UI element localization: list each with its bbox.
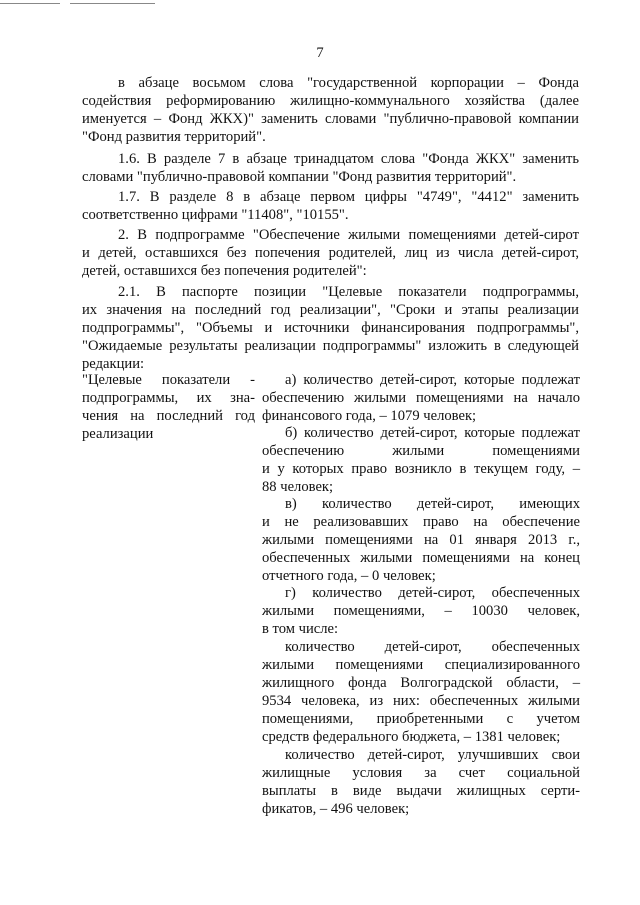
indicator-line: обеспечению жилыми помещениями на начало — [262, 390, 580, 406]
page-number: 7 — [316, 45, 324, 61]
indicator-line: фикатов, – 496 человек; — [262, 801, 410, 817]
body-line: в абзаце восьмом слова "государственной корпорации – Фонда — [118, 75, 579, 91]
indicator-line: жилыми помещениями на 01 января 2013 г., — [262, 532, 580, 548]
body-line: именуется – Фонд ЖКХ)" заменить словами "публично-правовой компании — [82, 111, 579, 127]
scan-edge-line — [0, 3, 60, 4]
indicator-line: средств федерального бюджета, – 1381 человек; — [262, 729, 561, 745]
indicator-line: 9534 человека, из них: обеспеченных жилыми — [262, 693, 580, 709]
position-title-line: "Целевые показатели - — [82, 372, 255, 388]
body-line: и детей, оставшихся без попечения родителей, лиц из числа детей-сирот, — [82, 245, 579, 261]
indicator-line: 88 человек; — [262, 479, 334, 495]
indicator-line: и не реализовавших право на обеспечение — [262, 514, 580, 530]
indicator-line: б) количество детей-сирот, которые подлежат — [285, 425, 580, 441]
scan-edge-line — [70, 3, 155, 4]
body-line: 2.1. В паспорте позиции "Целевые показатели подпрограммы, — [118, 284, 579, 300]
indicator-line: и у которых право возникло в текущем году, – — [262, 461, 580, 477]
body-line: соответственно цифрами "11408", "10155". — [82, 207, 349, 223]
indicator-line: количество детей-сирот, обеспеченных — [285, 639, 580, 655]
indicator-line: жилищного фонда Волгоградской области, – — [262, 675, 580, 691]
body-line: их значения на последний год реализации", "Сроки и этапы реализации — [82, 302, 579, 318]
indicator-line: финансового года, – 1079 человек; — [262, 408, 477, 424]
body-line: "Ожидаемые результаты реализации подпрограммы" изложить в следующей — [82, 338, 579, 354]
indicator-line: жилыми помещениями, – 10030 человек, — [262, 603, 580, 619]
body-line: подпрограммы", "Объемы и источники финансирования подпрограммы", — [82, 320, 579, 336]
indicator-line: количество детей-сирот, улучшивших свои — [285, 747, 580, 763]
indicator-line: помещениями, приобретенными с учетом — [262, 711, 580, 727]
indicator-line: жилыми помещениями специализированного — [262, 657, 580, 673]
indicator-line: выплаты в виде выдачи жилищных серти- — [262, 783, 580, 799]
body-line: 2. В подпрограмме "Обеспечение жилыми помещениями детей-сирот — [118, 227, 579, 243]
position-title-line: чения на последний год — [82, 408, 255, 424]
indicator-line: в) количество детей-сирот, имеющих — [285, 496, 580, 512]
indicator-line: обеспеченных жилыми помещениями на конец — [262, 550, 580, 566]
indicator-line: а) количество детей-сирот, которые подлежат — [285, 372, 580, 388]
body-line: редакции: — [82, 356, 145, 372]
body-line: детей, оставшихся без попечения родителей": — [82, 263, 367, 279]
position-title-line: подпрограммы, их зна- — [82, 390, 255, 406]
body-line: словами "публично-правовой компании "Фонд развития территорий". — [82, 169, 517, 185]
body-line: содействия реформированию жилищно-коммунального хозяйства (далее — [82, 93, 579, 109]
indicator-line: отчетного года, – 0 человек; — [262, 568, 436, 584]
indicator-line: обеспечению жилыми помещениями — [262, 443, 580, 459]
body-line: "Фонд развития территорий". — [82, 129, 266, 145]
body-line: 1.6. В разделе 7 в абзаце тринадцатом слова "Фонда ЖКХ" заменить — [118, 151, 579, 167]
body-line: 1.7. В разделе 8 в абзаце первом цифры "4749", "4412" заменить — [118, 189, 579, 205]
position-title-line: реализации — [82, 426, 154, 442]
indicator-line: жилищные условия за счет социальной — [262, 765, 580, 781]
indicator-line: в том числе: — [262, 621, 339, 637]
indicator-line: г) количество детей-сирот, обеспеченных — [285, 585, 580, 601]
